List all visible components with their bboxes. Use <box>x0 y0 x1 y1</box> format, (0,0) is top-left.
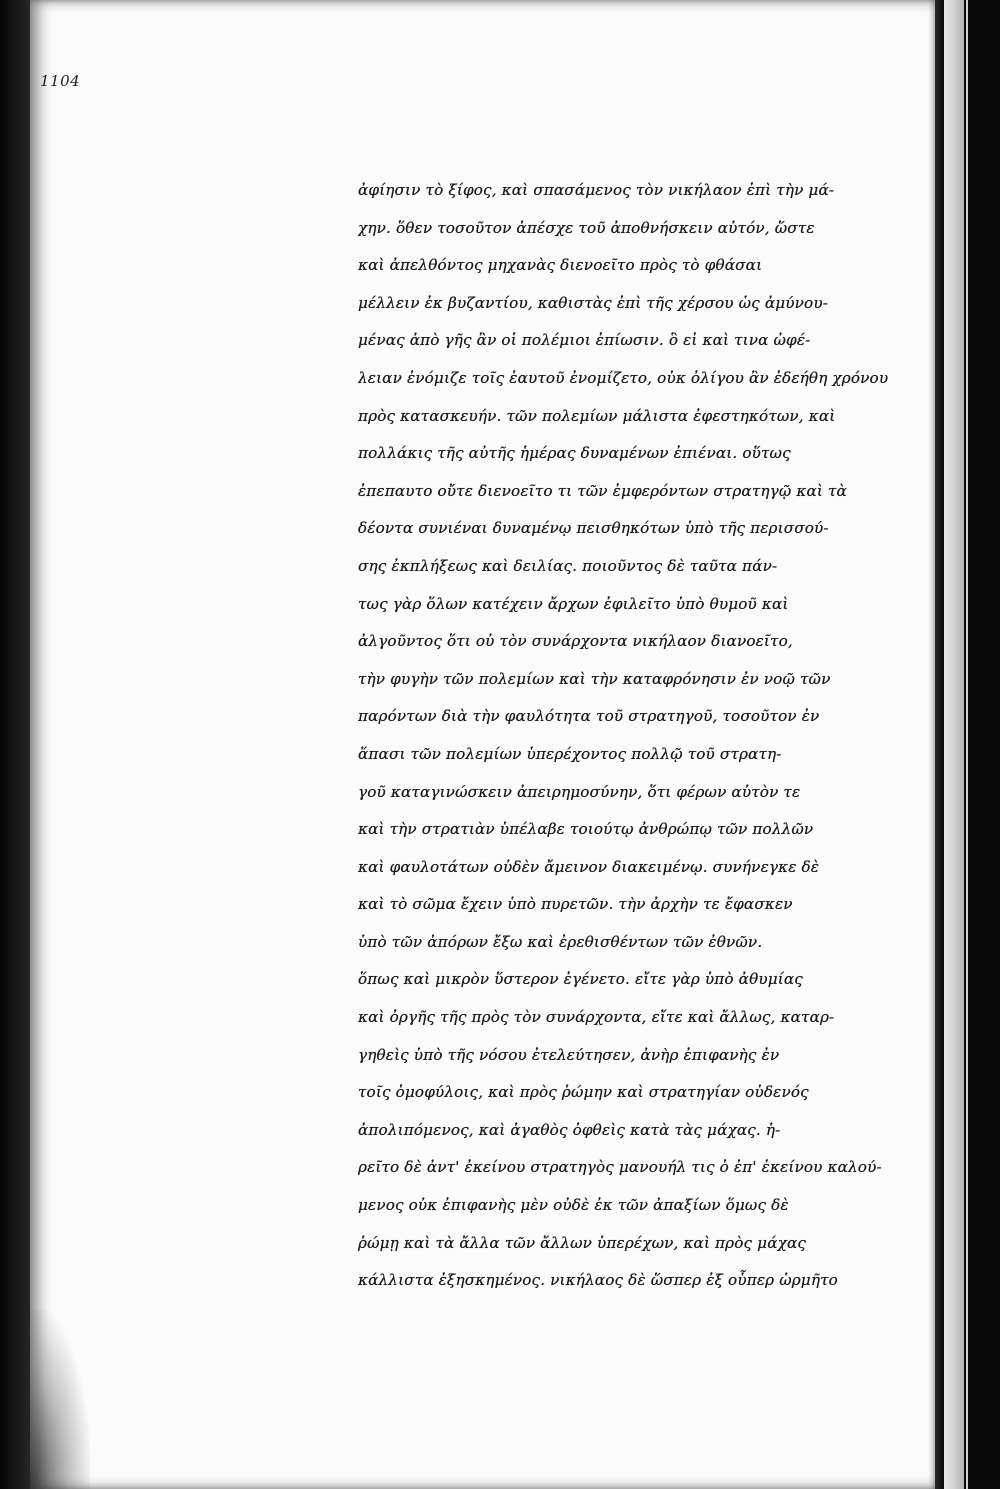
page-wear-stain <box>30 1309 90 1489</box>
text-line: παρόντων διὰ τὴν φαυλότητα τοῦ στρατηγοῦ, τοσοῦτον ἐν <box>358 707 820 726</box>
text-line: τως γὰρ ὅλων κατέχειν ἄρχων ἐφιλεῖτο ὑπὸ θυμοῦ καὶ <box>358 594 789 613</box>
text-line: χην. ὅθεν τοσοῦτον ἀπέσχε τοῦ ἀποθνήσκειν αὐτόν, ὥστε <box>358 218 815 237</box>
text-line: μέλλειν ἐκ βυζαντίου, καθιστὰς ἐπὶ τῆς χέρσου ὡς ἀμύνου- <box>358 293 828 312</box>
text-line: γηθεὶς ὑπὸ τῆς νόσου ἐτελεύτησεν, ἀνὴρ ἐπιφανὴς ἐν <box>358 1045 780 1064</box>
text-line: καὶ ἀπελθόντος μηχανὰς διενοεῖτο πρὸς τὸ φθάσαι <box>358 256 763 275</box>
text-line: γοῦ καταγινώσκειν ἀπειρημοσύνην, ὅτι φέρων αὐτὸν τε <box>358 782 801 801</box>
handwritten-text-block <box>358 172 890 1300</box>
text-line: πρὸς κατασκευήν. τῶν πολεμίων μάλιστα ἐφεστηκότων, καὶ <box>358 406 836 425</box>
text-line: καὶ φαυλοτάτων οὐδὲν ἄμεινον διακειμένῳ. συνήνεγκε δὲ <box>358 857 820 876</box>
text-line: ὅπως καὶ μικρὸν ὕστερον ἐγένετο. εἴτε γὰρ ὑπὸ ἀθυμίας <box>358 970 803 989</box>
text-line: ὑπὸ τῶν ἀπόρων ἔξω καὶ ἐρεθισθέντων τῶν ἐθνῶν. <box>358 932 763 951</box>
text-line: ἀπολιπόμενος, καὶ ἀγαθὸς ὀφθεὶς κατὰ τὰς μάχας. ἡ- <box>358 1120 781 1139</box>
facing-page-edge <box>944 0 964 1489</box>
text-line: ἅπασι τῶν πολεμίων ὑπερέχοντος πολλῷ τοῦ στρατη- <box>358 744 782 763</box>
text-line: μένας ἀπὸ γῆς ἂν οἱ πολέμιοι ἐπίωσιν. ὃ εἰ καὶ τινα ὠφέ- <box>358 331 811 350</box>
text-line: πολλάκις τῆς αὐτῆς ἡμέρας δυναμένων ἐπιέναι. οὕτως <box>358 444 791 463</box>
text-line: καὶ ὀργῆς τῆς πρὸς τὸν συνάρχοντα, εἴτε καὶ ἄλλως, καταρ- <box>358 1008 835 1027</box>
text-line: ῥώμῃ καὶ τὰ ἄλλα τῶν ἄλλων ὑπερέχων, καὶ πρὸς μάχας <box>358 1233 807 1252</box>
text-line: τὴν φυγὴν τῶν πολεμίων καὶ τὴν καταφρόνησιν ἐν νοῷ τῶν <box>358 669 831 688</box>
text-line: κάλλιστα ἐξησκημένος. νικήλαος δὲ ὥσπερ ἐξ οὗπερ ὡρμῆτο <box>358 1271 838 1290</box>
text-line: ἀλγοῦντος ὅτι οὐ τὸν συνάρχοντα νικήλαον διανοεῖτο, <box>358 632 793 651</box>
text-line: ρεῖτο δὲ ἀντ' ἐκείνου στρατηγὸς μανουήλ τις ὁ ἐπ' ἐκείνου καλού- <box>358 1158 882 1177</box>
text-line: καὶ τὸ σῶμα ἔχειν ὑπὸ πυρετῶν. τὴν ἀρχὴν τε ἔφασκεν <box>358 895 793 914</box>
text-line: ἀφίησιν τὸ ξίφος, καὶ σπασάμενος τὸν νικήλαον ἐπὶ τὴν μά- <box>358 181 835 199</box>
text-line: σης ἐκπλήξεως καὶ δειλίας. ποιοῦντος δὲ ταῦτα πάν- <box>358 556 778 575</box>
text-line: δέοντα συνιέναι δυναμένῳ πεισθηκότων ὑπὸ τῆς περισσού- <box>358 519 829 538</box>
folio-number: 1104 <box>40 72 81 90</box>
text-line: λειαν ἐνόμιζε τοῖς ἑαυτοῦ ἐνομίζετο, οὐκ ὀλίγου ἂν ἐδεήθη χρόνου <box>358 368 889 387</box>
text-line: καὶ τὴν στρατιὰν ὑπέλαβε τοιούτῳ ἀνθρώπῳ τῶν πολλῶν <box>358 820 814 839</box>
page-fold-line <box>966 0 968 1489</box>
text-line: ἐπεπαυτο οὔτε διενοεῖτο τι τῶν ἐμφερόντων στρατηγῷ καὶ τὰ <box>358 481 847 500</box>
left-gutter <box>0 0 34 1489</box>
text-line: μενος οὐκ ἐπιφανὴς μὲν οὐδὲ ἐκ τῶν ἀπαξίων ὅμως δὲ <box>358 1196 789 1215</box>
text-line: τοῖς ὁμοφύλοις, καὶ πρὸς ῥώμην καὶ στρατηγίαν οὐδενός <box>358 1083 809 1102</box>
